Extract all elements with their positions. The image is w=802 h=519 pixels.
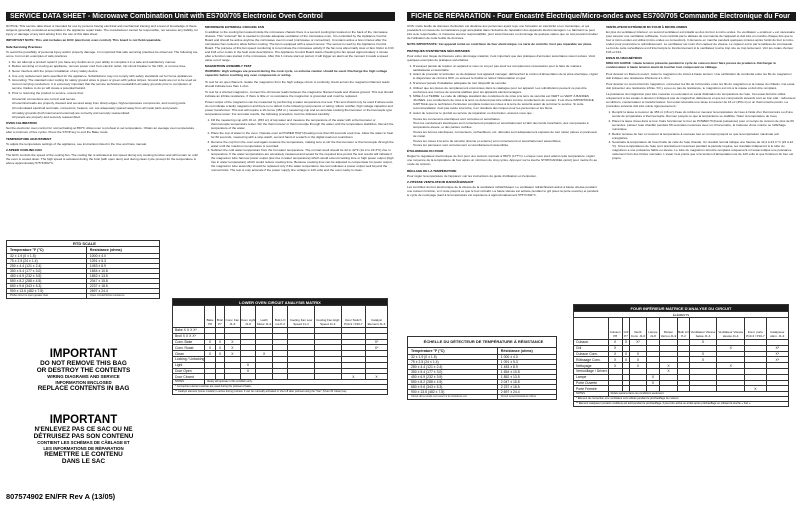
table-cell: X — [608, 363, 622, 369]
row-label: Cuisson — [574, 340, 609, 346]
list-item: 2. Placer la tasse d'eau dans le four. Faire fonctionner le four au POWER HI (haute puissance) pour un temps de cuisson de plus de 60 secondes. Laisser l'eau chauffer pendant 60 secondes mesurées avec un chronomètre, la trotteuse d'une montre ou l'affichage numérique. — [612, 119, 796, 131]
table-cell: X — [622, 351, 630, 357]
rtd-scale-table — [407, 336, 557, 400]
row-label: Light — [173, 362, 205, 368]
row-label: Conv. Bake — [173, 339, 205, 345]
table-cell: 1 091 ± 5.3 — [497, 360, 556, 365]
table-cell: X — [660, 363, 678, 369]
list-item: 3. Remove the cup from the oven and again measure the temperature, making sure to stir the thermometer or thermocouple through the water until the maximum temperature is recorded. — [211, 140, 395, 148]
list-item: 4. Soustraire la température de l'eau froide de celle de l'eau chaude. Un résultat normal indique une hausse de 12,2 à 23,3 °C (22 à 42 °F). Si les températures de l'eau sont précisément mesurées pendant la période requise, les résultats indiqueront si le tube du magnétron a une puissance faible ou élevée. Le tube du magnétron doit être remplacé uniquement si l'essai indique une puissance nettement hors des limites normales. L'essai n'est précis que si la tension d'alimentation est de 120 volts et que l'intérieur du four est propre. — [612, 140, 796, 160]
table-cell: X — [622, 340, 630, 346]
table-cell: X — [646, 374, 659, 380]
table-cell: X — [225, 345, 240, 351]
matrix-notes-row — [574, 402, 789, 407]
important-note: IMPORTANT NOTE: This unit includes an EOC (electronic oven control). This board is not field-repairable. — [6, 38, 162, 43]
column-header: Catalyst Element J1-3 — [365, 306, 387, 328]
note: * Convection element and fan are used during the preheat of bake. — [173, 385, 388, 390]
list-item: 1. Fill the measuring cup with 16 oz. (453 cc) of tap water and measure the temperature of the water with a thermometer or thermocouple temperature tester. Stir the thermometer or thermocouple through the water until the temperature stabilizes. Record the temperature of the water. — [211, 118, 395, 130]
french-page — [401, 0, 802, 519]
safe-servicing-heading: Safe Servicing Practices — [6, 44, 42, 49]
temperature-adjustment-text: To adjust the temperature settings of the appliance, see instructions listed in the Use and Care manual. — [6, 141, 147, 146]
table-footer — [408, 395, 557, 400]
table-cell: 900 ± 13.6 (482 ± 7.5) — [408, 390, 498, 395]
table-cell: 1 453 ± 8.9 — [497, 365, 556, 370]
table-cell: 2 237 ± 18.5 — [497, 385, 556, 390]
english-column-2 — [205, 24, 395, 256]
row-label: Locking / Unlocking — [173, 356, 205, 362]
column-header: Ventilateur Vitesse élevée J1-4 — [717, 318, 745, 340]
circuit-matrix-table — [573, 304, 789, 407]
table-cell: X — [215, 345, 224, 351]
magnetron-test-heading: ESSAI DU MAGNÉTRON — [606, 56, 642, 61]
important-line: WIRING DIAGRAMS AND SERVICE — [47, 374, 120, 380]
list-item: 3. Never interfere with the proper installation of any safety device. — [12, 69, 198, 73]
column-header: Catalyseur élém. J1-3 — [766, 318, 788, 340]
cooling-fan-heading: 2-SPEED COOLING FAN — [6, 147, 42, 152]
table-cell: 1654 ± 10.8 — [86, 269, 159, 274]
table-cell: 250 ± 4.4 (121 ± 2.4) — [408, 365, 498, 370]
table-title: RTD SCALE — [7, 241, 160, 247]
pratiques-heading: PRATIQUES D'ENTRETIEN SÉCURITAIRES — [407, 48, 470, 53]
table-cell: Circuit ouvert/résistance infinie — [497, 395, 556, 400]
list-item: 2. Avant de procéder à l'entretien ou de déplacer tout appareil ménager, débranchez le cordon d'alimentation de la prise électrique, réglez le disjoncteur de circuit à OFF, ou enlevez le fusible et retirez l'alimentation en gaz. — [413, 72, 599, 80]
column-header: Temperature °F (°C) — [7, 247, 87, 254]
table-cell: 450 ± 6.9 (232 ± 3.9) — [7, 274, 87, 279]
column-header: Resistance (ohms) — [86, 247, 159, 254]
table-cell: 2 047 ± 15.8 — [497, 380, 556, 385]
rtd-scale-table — [6, 240, 160, 299]
row-label: Verrouillage / Déverr. — [574, 368, 609, 374]
list-item: 4. Utilisez que les pièces de remplacement énumérées dans le catalogue pour cet appareil. Les substitutions peuvent ne pas être conformes aux normes de sécurité établies pour les appareils électroménagers. — [413, 86, 599, 94]
row-label: Porte Ouverte — [574, 380, 609, 386]
pratiques-list — [413, 64, 599, 115]
column-header: Cooling Fan Low Speed J1-4 — [288, 306, 315, 328]
table-cell: X — [256, 351, 273, 357]
table-cell: Open circuit/infinite resistance — [86, 294, 159, 299]
table-cell: X — [608, 340, 622, 346]
list-item: 3. N'enlevez jamais l'installation adéquate de tout dispositif de sécurité. — [413, 81, 599, 85]
table-cell: 900 ± 13.6 (482 ± 7.5) — [7, 289, 87, 294]
table-cell: 75 ± 2.5 (24 ± 1.4) — [408, 360, 498, 365]
list-item: • All uninsulated electrical terminals, connectors, heaters, etc. are adequately spaced away from all metal parts and panels. — [12, 106, 198, 110]
table-cell: X* — [766, 345, 788, 351]
table-cell: X — [689, 340, 717, 346]
matrix-body — [173, 328, 388, 380]
table-cell: 32 ± 1.9 (0 ± 1.5) — [408, 355, 498, 360]
important-line: CONTIENT LES SCHÉMAS DE CÂBLAGE ET — [37, 440, 130, 446]
important-line: INFORMATION ENCLOSED — [55, 379, 112, 385]
column-header: Ventilateur Vitesse basse J1-4 — [689, 318, 717, 340]
table-cell: X — [215, 339, 224, 345]
english-column-1 — [6, 24, 198, 246]
note: ** Catalyst element (some models) is active during preheat. It can be manually activated or shut off after preheat using the "Fan" (Oven #1 Clean) key. — [173, 390, 388, 395]
table-cell: X — [341, 374, 365, 380]
important-line: DANS LE SAC — [61, 458, 106, 466]
column-header: Cooling Fan High Speed J1-4 — [314, 306, 341, 328]
table-cell: 2047 ± 15.8 — [86, 279, 159, 284]
column-header — [173, 306, 205, 328]
external-fan-heading: VENTILATEUR EXTÉRIEUR DU FOUR À MICRO-ONDES — [606, 25, 688, 29]
table-cell: X — [205, 351, 215, 357]
circuit-matrix-table — [172, 298, 388, 395]
important-line: REPLACE CONTENTS IN BAG — [37, 384, 130, 392]
magnetron-warning: WARNING: High voltages are present during the cook cycle, so extreme caution should be used. Discharge the high voltage capacitor before touching any oven components or wiring. — [205, 69, 388, 78]
table-cell: X* — [630, 340, 646, 346]
table-cell: X — [205, 339, 215, 345]
page-title: SERVICE DATA SHEET - Microwave Combination Unit with ES700/705 Electronic Oven Control — [6, 12, 395, 21]
cooling-fan-text: The EOC controls the speed of the cooling fan. The cooling fan is activated at low speed during any cooking function and will remain on until the oven is cooled down. The high speed is activated during the broil (with open door) and during clean cycle (except for the temperature is above approximately 575°F/302°C. — [6, 152, 198, 165]
table-cell: X — [225, 339, 240, 345]
table-cell: X — [660, 368, 678, 374]
page-title: FICHE DE RÉPARATION - Four Encastré Électrique/Micro-ondes avec ES700/705 Commande Électronique du Four — [407, 12, 796, 21]
table-cell: X — [608, 345, 622, 351]
list-item: 3. Retirer la tasse du four et mesurer la température à nouveau tout en remuant jusqu'à ce que la température maximale soit enregistrée. — [612, 132, 796, 140]
table-cell: 250 ± 4.4 (121 ± 2.4) — [7, 264, 87, 269]
row-label: Door Open — [173, 368, 205, 374]
row-label: Bake X X X X* — [173, 328, 205, 334]
row-label: Porte Fermée — [574, 386, 609, 392]
oven-calibration-heading: OVEN CALIBRATION — [6, 121, 37, 126]
ventilateur-heading: 2-VITESSE VENTILATEUR RAFRAÎCHISSANT — [407, 179, 474, 184]
group-label: ÉLÉMENTS — [574, 312, 789, 318]
table-cell: 1453 ± 8.9 — [86, 264, 159, 269]
table-cell: X — [689, 351, 717, 357]
row-label: Rôtissage Conv. — [574, 357, 609, 363]
table-cell: X* — [766, 357, 788, 363]
avis-text: AVIS: Cette feuille de données d'entretien est destinée aux personnes ayant reçu une formation en électricité et en mécanique, et qui possèdent un niveau de connaissance jugé acceptable dans l'industrie de réparation des appareils électroménagers. Le fabricant ne peut être tenu responsable, ni n'assume aucune responsabilité, pour toute blessure ou dommage de quelque nature que ce soit pouvant résulter de l'utilisation de cette feuille de données. — [407, 24, 598, 40]
matrix-notes-row — [173, 390, 388, 395]
column-header: Conv. Fan J1-6 — [225, 306, 240, 328]
row-label: Gril — [574, 345, 609, 351]
table-cell: 1 852 ± 13.5 — [497, 375, 556, 380]
table-footer — [7, 294, 160, 299]
list-item: • All panels are properly and securely reassembled. — [12, 115, 198, 119]
table-cell: X — [630, 357, 646, 363]
table-cell: X* — [365, 339, 387, 345]
list-item: • Toutes les bornes électriques, connecteurs, réchauffeurs, etc. dénudés sont adéquatement espacés de tout métal, pièces et panneaux de métal. — [413, 130, 599, 138]
table-cell: X — [745, 386, 766, 392]
list-item: 2. Before servicing or moving an appliance, remove power cord from electric outlet, trip circuit breaker to the OFF, or remove fuse. — [12, 64, 198, 68]
table-cell: X — [646, 380, 659, 386]
column-header: Ventil. Conv. J1-6 — [630, 318, 646, 340]
notes-label: NOTES — [173, 380, 205, 385]
list-item: • All electric connections are correct and secure. — [12, 97, 198, 101]
table-cell: 1 000 ± 4.0 — [497, 355, 556, 360]
important-title: IMPORTANT — [49, 414, 118, 426]
magnetron-paragraph: Power output of the magnetron can be measured by performing a water temperature rise test. This test should only be used if above tests do not indicate a faulty magnetron and there is no defect in the following components or wiring: silicon rectifier, high voltage capacitor and power transformer. This test will require a 16 ounce (453 cc.) measuring cup and an accurate cooking thermometer or thermocouple type temperature tester. For accurate results, the following procedure must be followed carefully: — [205, 100, 394, 117]
table-cell: 1091 ± 5.3 — [86, 259, 159, 264]
column-header — [574, 318, 609, 340]
reglage-text: Pour régler la température de l'appareil, voir les instructions du guide d'utilisation et d'entretien. — [407, 173, 537, 178]
table-cell: 75 ± 2.5 (24 ± 1.4) — [7, 259, 87, 264]
table-cell: X — [630, 363, 646, 369]
magnetron-warning: MISE EN GARDE : Haute tension présente pendant le cycle de cuisson donc faire preuve de prudence. Décharger le condensateur à haute tension avant de toucher tout composant ou câblage. — [606, 61, 777, 70]
external-fan-text: In addition to the cooling fan located inside the microwave chassis there is a second cooling fan located on the back of the microwave chassis. This "external" fan is needed to provide adequate ventilation of the microwave oven. It is controlled by the Appliance Control Board and should be active anytime the microwave oven is used (microwave or convection). It remains active a few minutes after the microwave has cooled to allow further cooling. The fan is equipped with a speed sensor. The sensor is read by the Appliance Control Board. The purpose of this fan speed monitoring is to terminate the microwave activity if the fan runs abnormally slow or fast. Refer to F43 and F44 error codes in the fault code descriptions. The Appliance Control Board starts checking the fan speed approximately 1 minute after a function was started in the microwave. After this 1 minute start-up period, it will trigger an alarm at the moment it reads a speed value out of range. — [205, 30, 394, 62]
etalonnage-heading: ÉTALONNAGE DU FOUR — [407, 149, 444, 154]
table-cell: X — [240, 368, 256, 374]
table-cell: X — [717, 363, 745, 369]
list-item: • Toutes les mises à la terre de sécurité (interne et externe) sont correctement et sécuritairement assemblées. — [413, 139, 599, 143]
important-line: OR DESTROY THE CONTENTS — [36, 367, 131, 375]
magnetron-paragraph: Pour déceler un filament ouvert, isolez le magnétron du circuit à haute tension. Une vérification de continuité entre les fils du magnétron doit indiquer une résistance inférieure à 1 ohm. — [606, 71, 792, 80]
table-cell: X — [225, 351, 240, 357]
column-header: Température °F (°C) — [408, 348, 498, 355]
table-cell: X* — [766, 351, 788, 357]
matrix-body — [574, 340, 789, 392]
important-line: DO NOT REMOVE THIS BAG — [40, 360, 127, 367]
column-header: Bake P8 — [205, 306, 215, 328]
important-line: N'ENLEVEZ PAS CE SAC OU NE — [34, 426, 133, 433]
magnetron-steps — [612, 110, 796, 160]
table-cell: X — [608, 357, 622, 363]
table-cell: 650 ± 9.6 (343 ± 5.3) — [7, 284, 87, 289]
list-item: • All safety grounds (both internal and external) are correctly and securely reassembled. — [12, 111, 198, 115]
column-header: Moteur Verrou J1-9 — [660, 318, 678, 340]
table-cell: 2237 ± 18.5 — [86, 284, 159, 289]
notes-label: NOTES — [574, 392, 609, 397]
table-cell: X — [215, 351, 224, 357]
row-label: Conv. Roast — [173, 345, 205, 351]
table-cell: Probe circuit is open greater than — [7, 294, 87, 299]
table-title: LOWER OVEN CIRCUIT ANALYSIS MATRIX — [173, 299, 388, 306]
list-item: • Toutes les connexions électriques sont correctes et sécuritaires. — [413, 117, 599, 121]
column-header: Résistance (ohms) — [497, 348, 556, 355]
magnetron-test-heading: MAGNETRON ASSEMBLY TEST — [205, 64, 252, 69]
row-label: Lampe — [574, 374, 609, 380]
table-cell: X — [630, 351, 646, 357]
table-title: FOUR INFÉRIEUR MATRICE D'ANALYSE DU CIRCUIT — [574, 305, 789, 312]
note: Relais opèrera dans ces conditions seulement. — [608, 392, 788, 397]
table-cell: X — [689, 357, 717, 363]
external-fan-text: En plus du ventilateur intérieur, un second ventilateur est installé au dos du four à micro-ondes. Ce ventilateur « extérieur » est nécessaire pour assurer une ventilation suffisante. Il est contrôlé par le tableau de commande de l'appareil et doit être en marche chaque fois que le four à micro-ondes est utilisé (micro-ondes ou convection). Il demeure en marche pendant quelques minutes après l'arrêt du four à micro-ondes pour poursuivre le refroidissement. Le ventilateur est muni d'un capteur de vitesse. Le capteur est lu par le tableau de commande. Le but de cette surveillance est d'interrompre le fonctionnement si le ventilateur tourne trop vite ou trop lentement. Voir les codes d'erreur F43 et F44. — [606, 30, 795, 54]
pratiques-intro: Pour éviter tout risque de blessure et/ou dommage matériel, il est important que des pratiques d'entretien sécuritaires soient suivies. Voici quelques exemples de pratiques sécuritaires. — [407, 53, 596, 62]
table-cell: 1000 ± 4.0 — [86, 254, 159, 259]
table-cell: 350 ± 5.4 (177 ± 3.0) — [7, 269, 87, 274]
list-item: 1. N'essayez jamais de réparer un appareil si vous ne croyez pas avoir les compétences nécessaires pour le faire de manière satisfaisante et sécuritaire. — [413, 64, 599, 72]
table-cell: X — [205, 345, 215, 351]
row-label: Clean — [173, 351, 205, 357]
pratiques-sublist — [413, 117, 599, 147]
temperature-adjustment-heading: TEMPERATURE ADJUSTMENT — [6, 136, 52, 141]
list-item: 5. Grounding: The standard color coding for safety ground wires is green or green with yellow stripes. Ground leads are not to be used as current carrying conductors. It is extremely important that the service technician reestablish all safety grounds prior to completion of service. Failure to do so will create a potential hazard. — [12, 78, 198, 90]
note: Relay will operate in this condition only. — [205, 380, 388, 385]
important-line: DÉTRUISEZ PAS SON CONTENU — [33, 433, 134, 441]
row-label: Broil X X X X* — [173, 333, 205, 339]
matrix-header-row — [574, 318, 789, 340]
column-header: Cuisson P8 — [608, 318, 622, 340]
table-cell: X — [717, 345, 745, 351]
table-cell: X — [240, 362, 256, 368]
list-item: 6. Prior to returning the product to service, ensure that: — [12, 91, 198, 95]
list-item: 1. Remplir la tasse à mesurer de 453 cc (16 oz) d'eau du robinet et mesurer la température de l'eau à l'aide d'un thermomètre ou d'une sonde de température à thermocouple. Remuer jusqu'à ce que la température se stabilise. Noter la température de l'eau. — [612, 110, 796, 118]
important-note: NOTE IMPORTANTE: Cet appareil inclut un contrôleur de four électronique. La carte de contrôle n'est pas réparable sur place. — [407, 42, 593, 47]
column-header: Gril P7 — [622, 318, 630, 340]
magnetron-paragraph: To test for a shorted magnetron, connect the ohmmeter leads between the magnetron filament leads and chassis ground. This test should indicate an infinite resistance. If there is little or no resistance the magnetron is grounded and must be replaced. — [205, 89, 394, 98]
table-cell: 550 ± 8.2 (288 ± 4.5) — [7, 279, 87, 284]
list-item: 4. Subtract the cold water temperature from the hot water temperature. The normal result should be 22 to 42°F (12.2 to 23.3°C) rise in temperature. If the water temperatures are accurately measured and tested for the required time period the test results will indicate if the magnetron tube has low power output (low rise in water temperature) which would extend cooking time or high power output (high rise in water temperature) which would reduce cooking time. Because cooking time can be adjusted to compensate for power output, the magnetron tube assembly should be replaced only if the water temperature rise test indicates a power output well beyond the normal limits. The test is only accurate if the power supply line voltage is 120 volts and the oven cavity is clean. — [211, 148, 395, 172]
important-line: REMETTRE LE CONTENU — [44, 450, 123, 458]
table-cell: 450 ± 6.9 (232 ± 3.9) — [408, 375, 498, 380]
important-notice-english — [6, 346, 161, 392]
column-header: Broil P7 — [215, 306, 224, 328]
table-cell: 550 ± 8.2 (288 ± 4.5) — [408, 380, 498, 385]
table-cell: X — [608, 351, 622, 357]
important-title: IMPORTANT — [49, 348, 118, 360]
reglage-heading: RÉGLAGE DE LA TEMPÉRATURE — [407, 168, 457, 173]
etalonnage-text: Réglez le régulateur électronique de four pour une cuisson normale à 350°F (177°C). Lorsque vous avez atteint cette température, réglez une moyenne de la température du four après un minimum de cinq cycles. Appuyez sur la touche STOP/CANCEL (arrêt) pour mettre fin au mode de cuisson. — [407, 154, 598, 167]
external-fan-heading: MICROWAVE EXTERNAL COOLING FAN — [205, 25, 265, 29]
row-label: Door Closed — [173, 374, 205, 380]
safe-servicing-list — [12, 60, 198, 95]
ventilateur-text: Les contrôles du four électronique de la vitesse de la ventilateur rafraîchissant. Le ventilateur rafraîchissant activé à basse vitesse pendant une cuisson fonction, et il reste jusqu'à ce que le four refroidit. La haute vitesse est activée pendant le gril (avec la porte ouverte) et pendant le cycle de nettoyage (sauf à la température est supérieure à approximativement 575°F/302°C. — [407, 184, 599, 197]
note: * Élément de convection et le ventilateur sont utilisés pendant le préchauffage de cuisson. — [574, 397, 789, 402]
magnetron-paragraph: To test for an open filament, isolate the magnetron from the high voltage circuit. A continuity check across the magnetron filament leads should indicate less than 1 ohm. — [205, 79, 390, 88]
column-header: Bulk LO P-2 — [678, 318, 690, 340]
oven-calibration-text: Set the electronic oven control for normal baking at 350°F. Allow oven to preheat to set temperature. Obtain an average oven temperature after a minimum of five cycles. Press the STOP key to end the Bake mode. — [6, 126, 195, 135]
magnetron-steps — [211, 118, 395, 172]
table-cell: 2 697 ± 24.4 — [497, 390, 556, 395]
list-item: • All electrical leads are properly dressed and secured away from sharp edges, high-temperature components, and moving parts. — [12, 101, 198, 105]
list-item: 6. Avant de retourner le produit au service de réparation ou d'entretien, assurez-vous que : — [413, 111, 599, 115]
safe-servicing-sublist — [12, 97, 198, 119]
magnetron-paragraph: La puissance du magnétron peut être mesurée en exécutant un essai d'élévation de température de l'eau. Cet essai doit être utilisé uniquement si les essais ci-dessus n'indiquent pas de magnétron défectueux et que les composants suivants sont en bon état : redresseur au silicium, condensateur et transformateur. Cet essai nécessite une tasse à mesurer de 16 oz (453 cc) et un thermomètre précis. La procédure suivante doit être suivie rigoureusement : — [606, 92, 796, 109]
french-column-2 — [606, 24, 796, 264]
table-title: ÉCHELLE DU DÉTECTEUR DE TEMPÉRATURE À RÉSISTANCE — [408, 337, 557, 348]
column-header: Bulk LO out P-2 — [273, 306, 288, 328]
column-header: Latch Motor J1-9 — [256, 306, 273, 328]
column-header: Lampe J1-8 — [646, 318, 659, 340]
list-item: 5. MISE À LA TERRE: Le code du câblage standard des conducteurs de mise à la terre de sécurité est VERT ou VERT À BANDES JAUNES. Les conducteurs de mise à la terre ne doivent pas être utilisés comme conducteurs de courant. Il est d'une IMPORTANCE CAPITALE que le technicien d'entretien complète toutes les mises à la terre de sécurité avant de terminer le service. Si cette recommandation n'est pas suivie à la lettre, il en résultera des risques pour les personnes et les biens. — [413, 94, 599, 110]
row-label: Nettoyage — [574, 363, 609, 369]
notice-text: NOTICE: This service data sheet is intended for use by persons having electrical and mechanical training and a level of knowledge of these subjects generally considered acceptable in the appliance repair trade. The manufacturer cannot be responsible, nor assume any liability, for injury or damage of any kind arising from the use of this data sheet. — [6, 24, 198, 36]
table-cell: 32 ± 1.9 (0 ± 1.5) — [7, 254, 87, 259]
table-cell: Circuit de la sonde est ouvert si le résistance est — [408, 395, 498, 400]
list-item: • Toutes les panneaux sont correctement et sécuritairement assemblés. — [413, 143, 599, 147]
table-cell: 650 ± 9.6 (343 ± 5.3) — [408, 385, 498, 390]
table-cell: 2697 ± 24.4 — [86, 289, 159, 294]
important-notice-french — [6, 412, 161, 465]
table-cell: 350 ± 5.4 (177 ± 3.0) — [408, 370, 498, 375]
table-cell: X — [622, 357, 630, 363]
list-item: • Tous les conducteurs électriques sont correctement préparés et sécuritairement à l'abri des bords tranchants, des composants à température élevée, et des parties mobiles. — [413, 121, 599, 129]
table-cell: X* — [365, 345, 387, 351]
safe-servicing-intro: To avoid the possibility of personal injury and/or property damage, it is important that safe servicing practices be observed. The following are some, but not all, examples of safe practices. — [6, 49, 198, 58]
list-item: 1. Do not attempt a product repair if you have any doubts as to your ability to complete it in a safe and satisfactory manner. — [12, 60, 198, 64]
column-header: Interr. porte P10-3 / P10-7 — [745, 318, 766, 340]
part-number: 807574902 EN/FR Rev A (13/05) — [6, 492, 116, 501]
matrix-header-row — [173, 306, 388, 328]
note: ** Élément catalyseur (certains modèles) est actif pendant le préchauffage. Il peut être activé ou arrêté après préchauffage en utilisant la touche « Fan ». — [574, 402, 789, 407]
table-cell: 1852 ± 13.5 — [86, 274, 159, 279]
list-item: 2. Place the cup of water in the oven. Operate oven at POWER HIGH (heating more than 60 seconds cook time. Allow the water to heat for 60 seconds, measuring with a stop-watch, second hand of a watch or the digital read-out countdown. — [211, 131, 395, 139]
table-cell: 1 654 ± 10.8 — [497, 370, 556, 375]
row-label: Cuisson Conv. — [574, 351, 609, 357]
table-cell: X — [365, 374, 387, 380]
list-item: 4. Use only replacement parts specified for the appliance. Substitutions may not comply with safety standards set for home appliances. — [12, 74, 198, 78]
french-column-1 — [407, 24, 599, 328]
important-line: LES INFORMATIONS DE RÉPARATION — [43, 445, 124, 451]
magnetron-paragraph: Pour déceler un court-circuit du magnétron, connectez les fils de l'ohmmètre entre les fils du magnétron et la masse du châssis. Cet essai doit présenter une résistance infinie. S'il y a peu ou pas de résistance, le magnétron est mis à la masse et doit être remplacé. — [606, 81, 795, 90]
column-header: Oven Light J1-8 — [240, 306, 256, 328]
column-header: Door Switch P10-3 / P10-7 — [341, 306, 365, 328]
